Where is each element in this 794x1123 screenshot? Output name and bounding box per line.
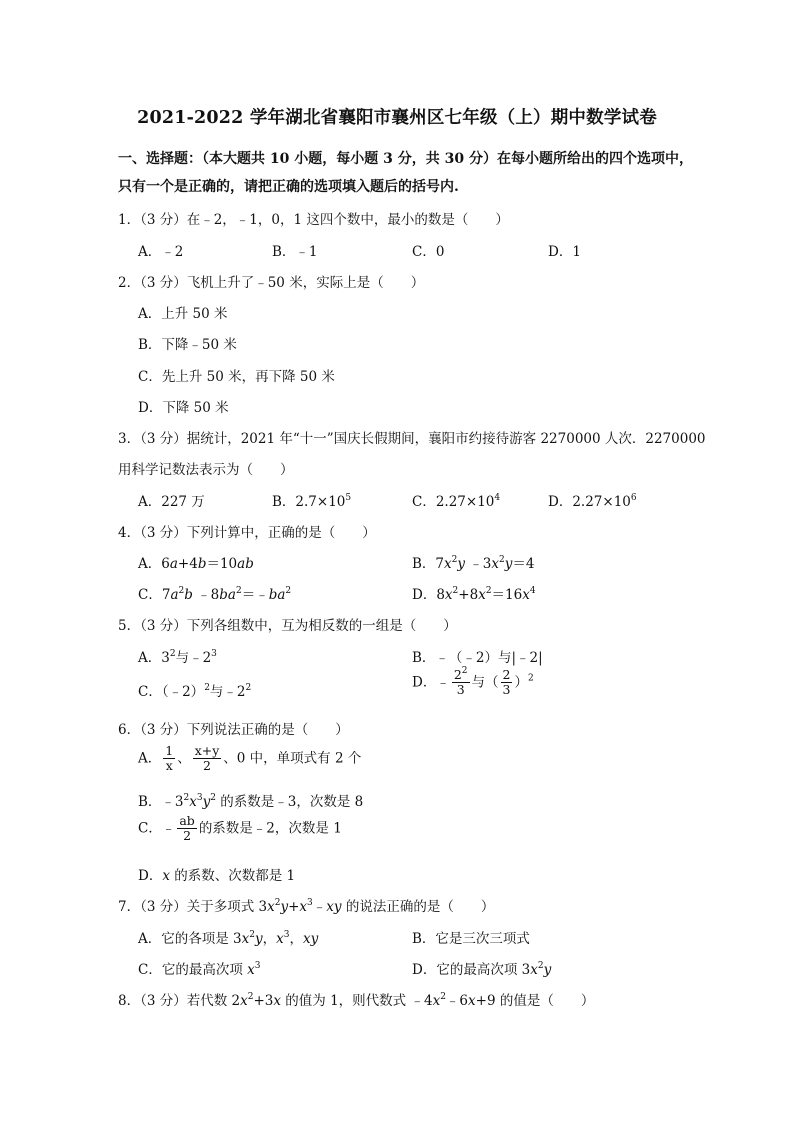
section-heading-line2: 只有一个是正确的，请把正确的选项填入题后的括号内. [118,179,459,195]
q2-option-c: C．先上升 50 米，再下降 50 米 [138,369,335,385]
q2-option-b: B．下降﹣50 米 [138,337,237,353]
page-title: 2021-2022 学年湖北省襄阳市襄州区七年级（上）期中数学试卷 [137,108,657,128]
q5-option-c: C．（﹣2）$^2$与$﹣2^2$ [138,683,252,700]
q2-option-d: D．下降 50 米 [138,400,229,416]
q8-stem: 8．（3 分）若代数 $2x^2+3x$ 的值为 1，则代数式 $﹣4x^2﹣6x+9$ 的值是（ ） [118,992,595,1009]
q1-option-d: D．1 [548,244,581,260]
q4-option-b: B．$7x^2y$ $﹣3x^2y=4$ [412,555,535,572]
q5-stem: 5．（3 分）下列各组数中，互为相反数的一组是（ ） [118,618,457,634]
q1-option-a: A．﹣2 [138,244,184,260]
q4-stem: 4．（3 分）下列计算中，正确的是（ ） [118,525,376,541]
q2-stem: 2．（3 分）飞机上升了﹣50 米，实际上是（ ） [118,275,425,291]
q5-option-a: A．$3^2$与$﹣2^3$ [138,649,217,666]
q4-option-d: D．$8x^2+8x^2=16x^4$ [412,586,536,603]
q6-option-d: D．x 的系数、次数都是 1 [138,868,296,884]
q6-stem: 6．（3 分）下列说法正确的是（ ） [118,722,349,738]
q1-option-c: C．0 [412,244,445,260]
q6-option-c: C．﹣ $\frac{ab}{2}$ 的系数是﹣2，次数是 1 [138,813,342,844]
q7-option-c: C．它的最高次项 $x^3$ [138,961,261,978]
q3-option-c: C．$2.27\times 10^4$ [412,493,501,510]
q4-option-a: A．6a+4b＝10ab [138,556,254,572]
q3-option-a: A．227 万 [138,494,205,510]
q6-option-b: B．$﹣3^2x^3y^2$ 的系数是﹣3，次数是 8 [138,793,364,810]
section-heading-line1: 一、选择题：（本大题共 10 小题，每小题 3 分，共 30 分）在每小题所给出的四个选项中， [118,151,693,167]
q3-option-d: D．$2.27\times 10^6$ [548,493,637,510]
q2-option-a: A．上升 50 米 [138,306,228,322]
q7-option-b: B．它是三次三项式 [412,931,530,947]
q7-stem: 7．（3 分）关于多项式 $3x^2y+x^3﹣xy$ 的说法正确的是（ ） [118,898,495,915]
q4-option-c: C．$7a^2b$ $﹣8ba^2=﹣ba^2$ [138,586,292,603]
q6-option-a: A． $\frac{1}{x}$ 、 $\frac{x+y}{2}$ 、0 中，单项式有 2 个 [138,743,362,774]
q3-option-b: B．$2.7\times 10^5$ [272,493,352,510]
q1-option-b: B．﹣1 [272,244,318,260]
q7-option-d: D．它的最高次项 $3x^2y$ [412,961,552,978]
q5-option-b: B．﹣（﹣2）与|﹣2| [412,650,543,666]
q1-stem: 1．（3 分）在﹣2，﹣1，0，1 这四个数中，最小的数是（ ） [118,212,509,228]
q7-option-a: A．它的各项是 $3x^2y$，$x^3$，xy [138,930,319,947]
q3-stem-line1: 3．（3 分）据统计，2021 年“十一”国庆长假期间，襄阳市约接待游客 2270000 人次．2270000 [118,431,706,447]
q3-stem-line2: 用科学记数法表示为（ ） [118,462,294,478]
q5-option-d: D．﹣ $\frac{2^2}{3}$ 与（ $\frac{2}{3}$ ）$^2$ [412,666,534,698]
